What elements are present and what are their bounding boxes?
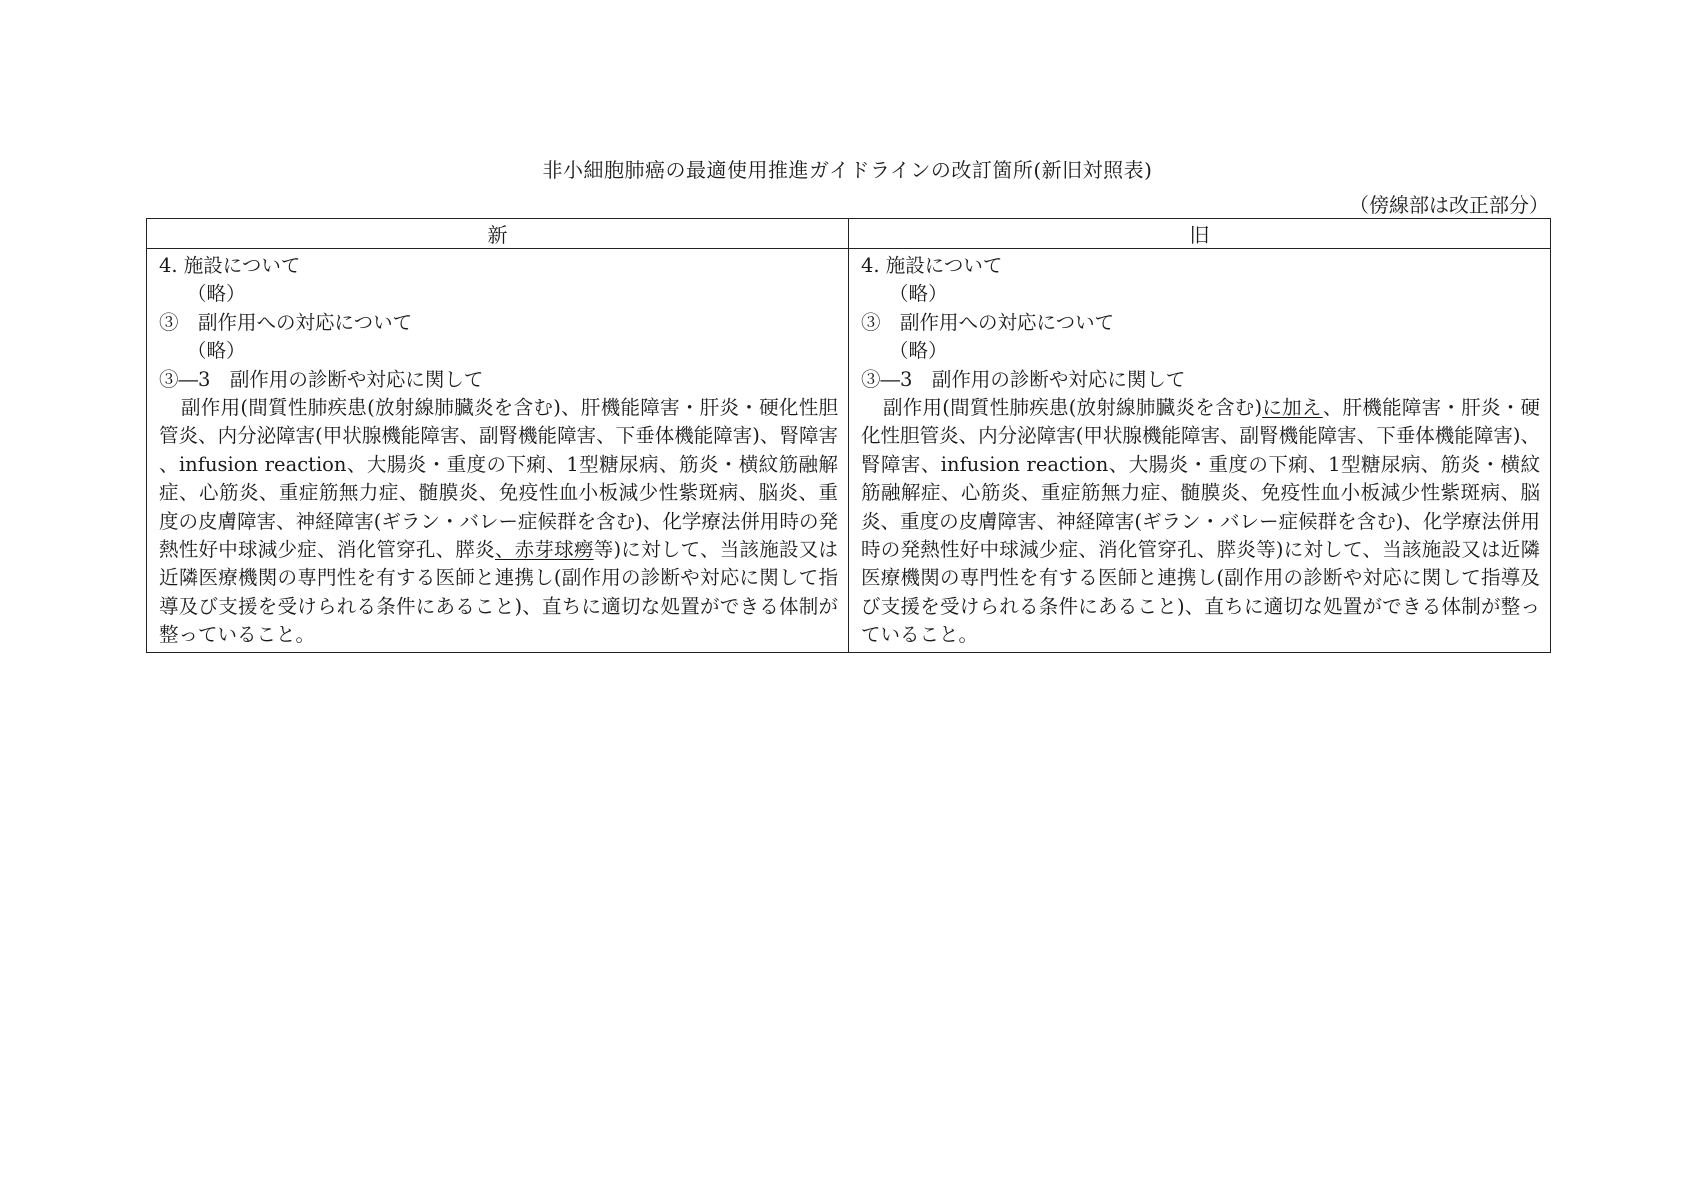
omitted-marker: （略） bbox=[187, 282, 246, 306]
body-text-b: 等)に対して、当該施設又は近隣医療機関の専門性を有する医師と連携し(副作用の診断や対応に関して指導及び支援を受けられる条件にあること)、直ちに適切な処置ができる体制が整っていること。 bbox=[159, 538, 838, 647]
old-column bbox=[849, 249, 1551, 653]
omitted-marker: （略） bbox=[187, 339, 246, 363]
content-row bbox=[147, 249, 1551, 653]
document-title: 非小細胞肺癌の最適使用推進ガイドラインの改訂箇所(新旧対照表) bbox=[542, 158, 1153, 182]
body-paragraph bbox=[159, 394, 838, 650]
underline-note: （傍線部は改正部分） bbox=[1349, 193, 1549, 217]
header-row bbox=[147, 219, 1551, 249]
subsection-heading: ③ 副作用への対応について bbox=[159, 310, 413, 334]
body-paragraph bbox=[861, 394, 1540, 650]
section-heading: 4. 施設について bbox=[861, 254, 1003, 277]
body-text-a: 副作用(間質性肺疾患(放射線肺臓炎を含む)、肝機能障害・肝炎・硬化性胆管炎、内分泌障害(甲状腺機能障害、副腎機能障害、下垂体機能障害)、腎障害、infusion reaction、大腸炎・重度の下痢、1型糖尿病、筋炎・横紋筋融解症、心筋炎、重症筋無力症、髄膜炎、免疫性血小板減少性紫斑病、脳炎、重度の皮膚障害、神経障害(ギラン・バレー症候群を含む)、化学療法併用時の発熱性好中球減少症、消化管穿孔、膵炎 bbox=[159, 396, 838, 562]
subsection-heading: ③―3 副作用の診断や対応に関して bbox=[159, 367, 484, 391]
body-text-a: 副作用(間質性肺疾患(放射線肺臓炎を含む) bbox=[883, 396, 1263, 420]
comparison-table bbox=[146, 218, 1551, 653]
omitted-marker: （略） bbox=[889, 282, 948, 306]
subsection-heading: ③―3 副作用の診断や対応に関して bbox=[861, 367, 1186, 391]
section-heading: 4. 施設について bbox=[159, 254, 301, 277]
header-old: 旧 bbox=[849, 219, 1551, 249]
amended-text: に加え bbox=[1262, 396, 1323, 420]
omitted-marker: （略） bbox=[889, 339, 948, 363]
subsection-heading: ③ 副作用への対応について bbox=[861, 310, 1115, 334]
body-text-b: 、肝機能障害・肝炎・硬化性胆管炎、内分泌障害(甲状腺機能障害、副腎機能障害、下垂体機能障害)、腎障害、infusion reaction、大腸炎・重度の下痢、1型糖尿病、筋炎・横紋筋融解症、心筋炎、重症筋無力症、髄膜炎、免疫性血小板減少性紫斑病、脳炎、重度の皮膚障害、神経障害(ギラン・バレー症候群を含む)、化学療法併用時の発熱性好中球減少症、消化管穿孔、膵炎等)に対して、当該施設又は近隣医療機関の専門性を有する医師と連携し(副作用の診断や対応に関して指導及び支援を受けられる条件にあること)、直ちに適切な処置ができる体制が整っていること。 bbox=[861, 396, 1540, 647]
amended-text: 、赤芽球癆 bbox=[494, 538, 594, 562]
header-new: 新 bbox=[147, 219, 849, 249]
new-column bbox=[147, 249, 849, 653]
